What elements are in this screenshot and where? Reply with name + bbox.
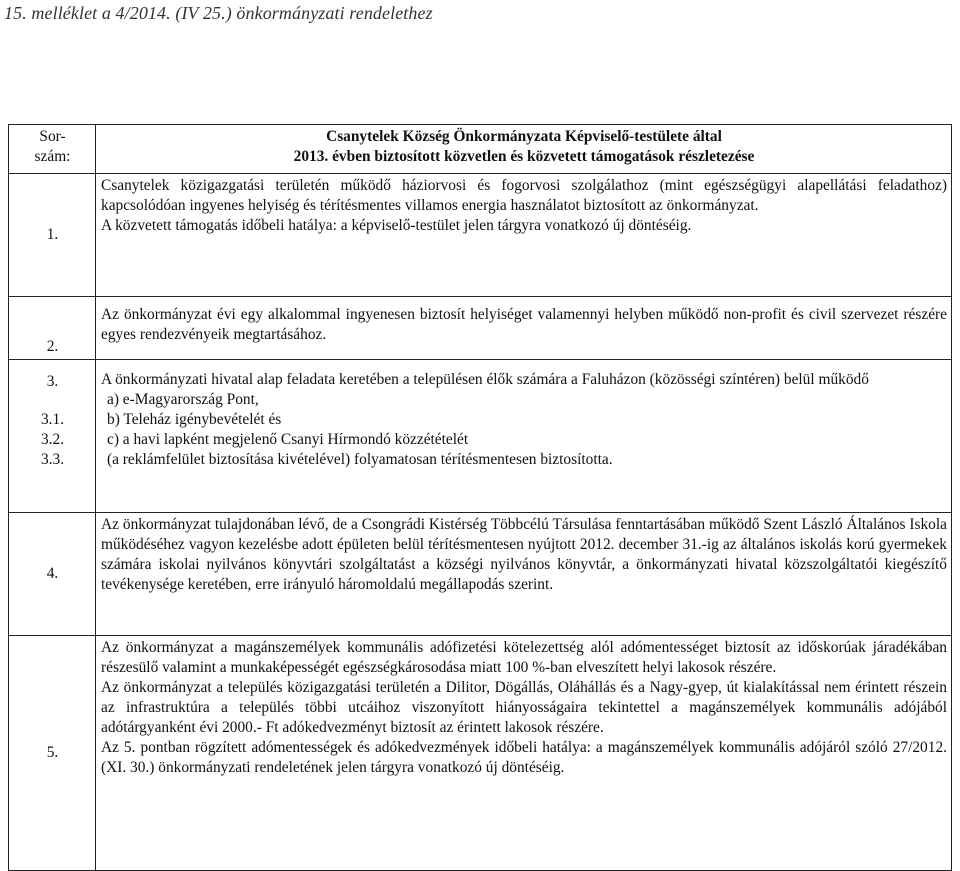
row-3-paragraph-1: A önkormányzati hivatal alap feladata keretében a településen élők számára a Faluházon (közösségi színtéren) belül működő bbox=[101, 371, 869, 388]
row-subnumber: 3.3. bbox=[40, 451, 65, 468]
row-subnumber: 3.1. bbox=[40, 411, 65, 428]
table-row-5 bbox=[9, 636, 952, 871]
row-number: 1. bbox=[9, 174, 96, 297]
row-number: 5. bbox=[9, 636, 96, 871]
title-line-1: Csanytelek Község Önkormányzata Képviselő-testülete által bbox=[326, 128, 722, 145]
row-3-item-a: a) e-Magyarország Pont, bbox=[107, 391, 259, 408]
table-header-row bbox=[9, 125, 952, 174]
row-1-paragraph-2: A közvetett támogatás időbeli hatálya: a képviselő-testület jelen tárgyra vonatkozó új döntéséig. bbox=[101, 217, 692, 234]
row-3-paragraph-2: (a reklámfelület biztosítása kivételével) folyamatosan térítésmentesen biztosította. bbox=[107, 451, 613, 468]
row-5-paragraph-1: Az önkormányzat a magánszemélyek kommunális adófizetési kötelezettség alól adómentességet biztosít az időskorúak járadékában részesülő valamint a munkaképességét egészségkárosodása miatt 100 %-ban elveszített helyi lakosok részére. bbox=[101, 639, 947, 676]
col-number-header: Sor- szám: bbox=[9, 125, 96, 174]
table-row-4 bbox=[9, 513, 952, 636]
row-3-item-c: c) a havi lapként megjelenő Csanyi Hírmondó közzétételét bbox=[107, 431, 469, 448]
row-text bbox=[96, 513, 952, 636]
row-text bbox=[96, 360, 952, 513]
row-1-paragraph-1: Csanytelek közigazgatási területén működő háziorvosi és fogorvosi szolgálathoz (mint egészségügyi alapellátási feladathoz) kapcsolódóan ingyenes helyiség és térítésmentes villamos energia használatot biztosított az önkormányzat. bbox=[101, 177, 947, 214]
row-subnumber: 3.2. bbox=[40, 431, 65, 448]
row-number: 3. bbox=[46, 373, 59, 390]
support-table bbox=[8, 124, 952, 871]
table-row-2 bbox=[9, 297, 952, 360]
row-number: 4. bbox=[9, 513, 96, 636]
table-row-1 bbox=[9, 174, 952, 297]
row-number: 2. bbox=[9, 297, 96, 360]
table-row-3 bbox=[9, 360, 952, 513]
row-number-cell bbox=[9, 360, 96, 513]
title-line-2: 2013. évben biztosított közvetlen és közvetett támogatások részletezése bbox=[293, 148, 755, 165]
page-header: 15. melléklet a 4/2014. (IV 25.) önkormányzati rendelethez bbox=[4, 3, 433, 23]
row-text bbox=[96, 174, 952, 297]
row-text bbox=[96, 636, 952, 871]
row-text bbox=[96, 297, 952, 360]
row-3-item-b: b) Teleház igénybevételét és bbox=[107, 411, 282, 428]
row-5-paragraph-2: Az önkormányzat a település közigazgatási területén a Dilitor, Dögállás, Oláhállás és a Nagy-gyep, út kialakítással nem érintett részein az infrastruktúra a település többi utcáihoz viszonyított hiányosságaira tekintettel a magánszemélyek kommunális adójából adótárgyanként évi 2000.- Ft adókedvezményt biztosít az érintett lakosok részére. bbox=[101, 679, 947, 736]
table-title-cell bbox=[96, 125, 952, 174]
row-2-paragraph-1: Az önkormányzat évi egy alkalommal ingyenesen biztosít helyiséget valamennyi helyben működő non-profit és civil szervezet részére egyes rendezvényeik megtartásához. bbox=[101, 306, 947, 343]
row-4-paragraph-1: Az önkormányzat tulajdonában lévő, de a Csongrádi Kistérség Többcélú Társulása fenntartásában működő Szent László Általános Iskola működéséhez vagyon kezelésbe adott épületen belül térítésmentesen nyújtott 2012. december 31.-ig az általános iskolás korú gyermekek számára iskolai nyilvános könyvtári szolgáltatást a községi nyilvános könyvtár, a önkormányzati hivatal közszolgáltatói kiegészítő tevékenysége keretében, erre irányuló háromoldalú megállapodás szerint. bbox=[101, 516, 947, 593]
row-5-paragraph-3: Az 5. pontban rögzített adómentességek és adókedvezmények időbeli hatálya: a magánszemélyek kommunális adójáról szóló 27/2012. (XI. 30.) önkormányzati rendeletének jelen tárgyra vonatkozó új döntéséig. bbox=[101, 739, 947, 776]
